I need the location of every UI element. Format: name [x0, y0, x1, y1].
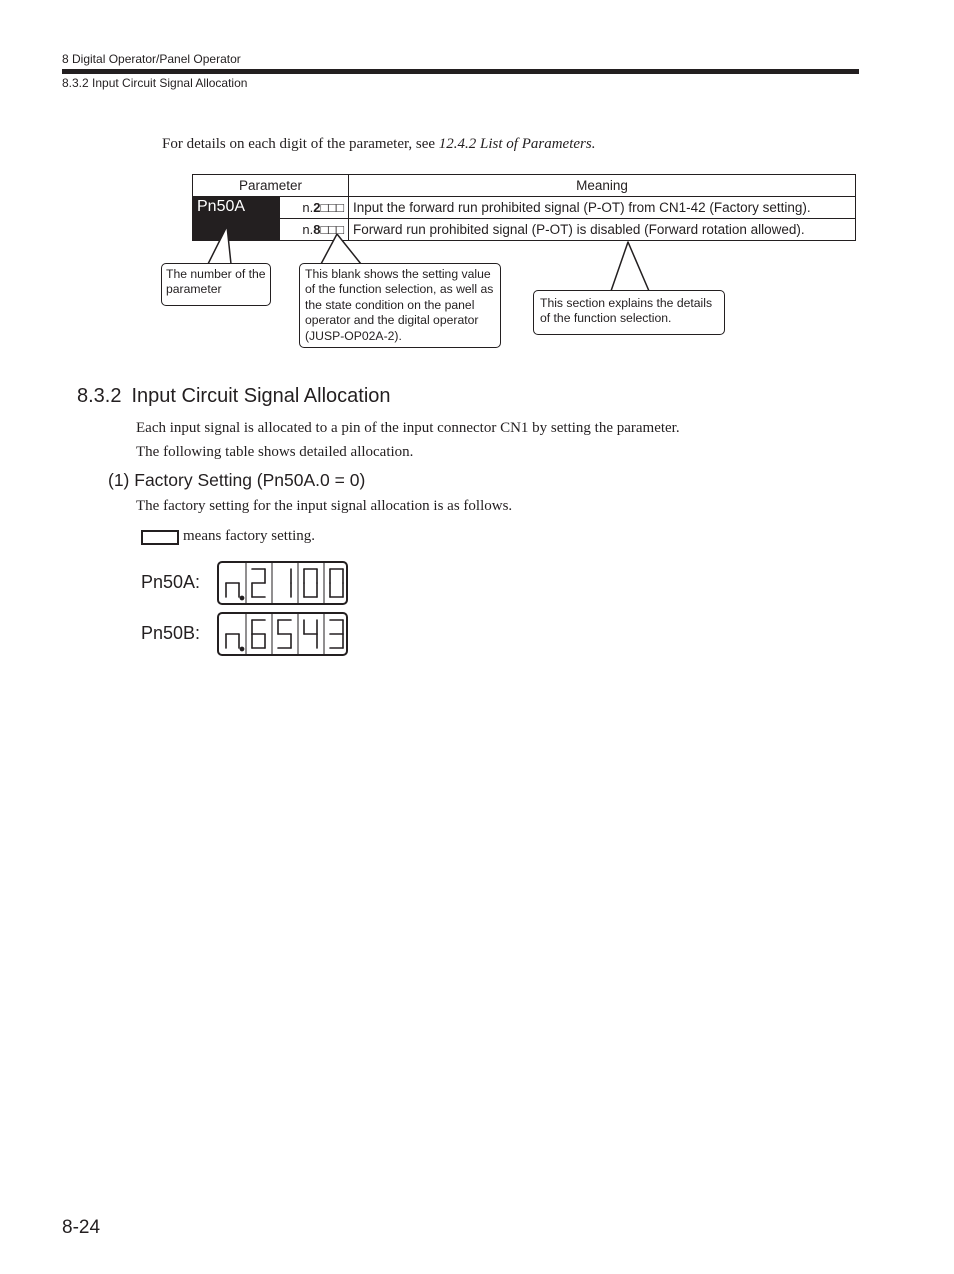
callout-section: This section explains the details of the function selection.: [533, 290, 725, 335]
section-title: Input Circuit Signal Allocation: [131, 385, 391, 407]
col-header-parameter: Parameter: [193, 175, 349, 197]
setting-value: n.8□□□: [280, 219, 349, 241]
panel-display-pn50a: [217, 561, 348, 605]
running-header-section: 8.3.2 Input Circuit Signal Allocation: [62, 76, 248, 90]
callout-blank: This blank shows the setting value of the function selection, as well as the state condition on the panel operator and the digital operator (JUSP-OP02A-2).: [299, 263, 501, 348]
subsection-paragraph: The factory setting for the input signal allocation is as follows.: [136, 498, 513, 514]
section-number: 8.3.2: [77, 385, 122, 407]
page-number: 8-24: [62, 1217, 101, 1238]
pointer-blank: [321, 234, 361, 264]
meaning-cell: Forward run prohibited signal (P-OT) is disabled (Forward rotation allowed).: [349, 219, 856, 241]
meaning-cell: Input the forward run prohibited signal (P-OT) from CN1-42 (Factory setting).: [349, 197, 856, 219]
pointer-section: [611, 242, 649, 291]
intro-reference: 12.4.2 List of Parameters.: [438, 136, 596, 152]
running-header-chapter: 8 Digital Operator/Panel Operator: [62, 52, 241, 66]
panel-display-pn50b: [217, 612, 348, 656]
display-label-pn50b: Pn50B:: [141, 623, 201, 643]
col-header-meaning: Meaning: [349, 175, 856, 197]
parameter-name: Pn50A: [193, 197, 280, 241]
section-paragraph-2: The following table shows detailed allocation.: [136, 444, 414, 460]
pointer-number: [208, 226, 231, 264]
intro-sentence: For details on each digit of the parameter, see: [162, 136, 439, 152]
subsection-heading: (1) Factory Setting (Pn50A.0 = 0): [108, 470, 366, 490]
callout-number: The number of the parameter: [161, 263, 271, 306]
setting-value: n.2□□□: [280, 197, 349, 219]
factory-setting-legend-box: [141, 530, 179, 545]
section-paragraph-1: Each input signal is allocated to a pin of the input connector CN1 by setting the parameter.: [136, 420, 680, 436]
section-heading: [77, 385, 391, 408]
display-label-pn50a: Pn50A:: [141, 572, 201, 592]
decimal-point: [240, 647, 243, 650]
decimal-point: [240, 596, 243, 599]
legend-text: means factory setting.: [183, 528, 316, 544]
